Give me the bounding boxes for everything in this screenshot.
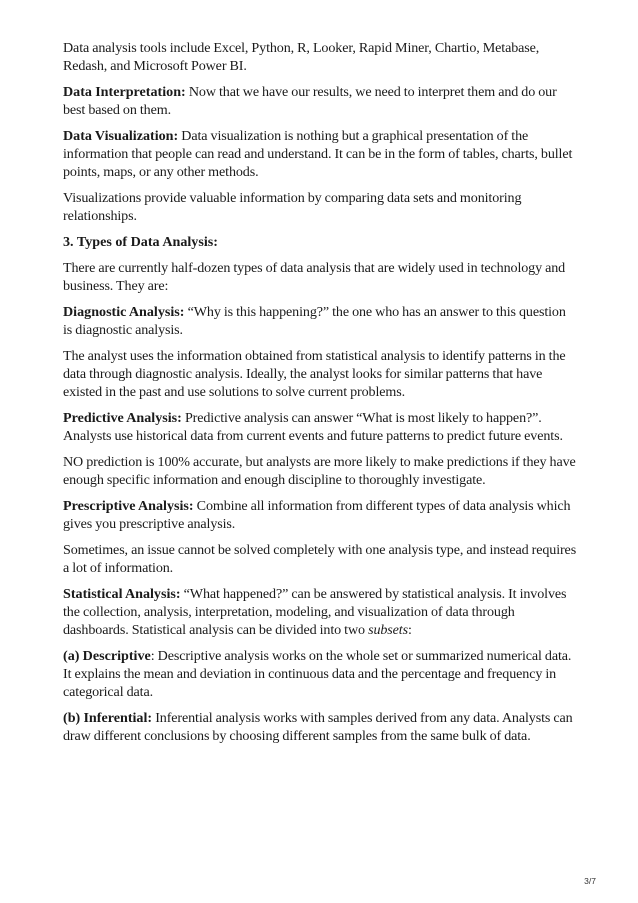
- paragraph-body: Combine all information from different types of data analysis which gives you prescriptive analysis.: [63, 498, 571, 532]
- document-page: [63, 39, 578, 753]
- paragraph-tools: [63, 39, 578, 75]
- paragraph-body: The analyst uses the information obtained from statistical analysis to identify patterns in the data through diagnostic analysis. Ideally, the analyst looks for similar patterns that have existed in the past and use solutions to solve current problems.: [63, 348, 566, 400]
- paragraph-prescriptive-analysis: [63, 497, 578, 533]
- paragraph-body: : Descriptive analysis works on the whole set or summarized numerical data. It explains the mean and deviation in continuous data and the percentage and frequency in categorical data.: [63, 648, 572, 700]
- section-heading: 3. Types of Data Analysis:: [63, 234, 218, 250]
- paragraph-lead: Prescriptive Analysis:: [63, 498, 194, 514]
- paragraph-types-intro: [63, 259, 578, 295]
- paragraph-inferential: [63, 709, 578, 745]
- paragraph-lead: Statistical Analysis:: [63, 586, 181, 602]
- paragraph-diagnostic-detail: [63, 347, 578, 401]
- paragraph-lead: (b) Inferential:: [63, 710, 153, 726]
- paragraph-body: “What happened?” can be answered by statistical analysis. It involves the collection, analysis, interpretation, modeling, and visualization of data through dashboards. Statistical analysis can be divided into two: [63, 586, 567, 638]
- paragraph-descriptive: [63, 647, 578, 701]
- paragraph-body: Inferential analysis works with samples derived from any data. Analysts can draw different conclusions by choosing different samples from the same bulk of data.: [63, 710, 573, 744]
- paragraph-tail: :: [407, 622, 412, 638]
- paragraph-lead: Data Interpretation:: [63, 84, 186, 100]
- paragraph-data-interpretation: [63, 83, 578, 119]
- paragraph-statistical-analysis: [63, 585, 578, 639]
- paragraph-body: Data analysis tools include Excel, Python, R, Looker, Rapid Miner, Chartio, Metabase, Redash, and Microsoft Power BI.: [63, 40, 540, 74]
- paragraph-body: Visualizations provide valuable information by comparing data sets and monitoring relationships.: [63, 190, 522, 224]
- paragraph-lead: Diagnostic Analysis:: [63, 304, 185, 320]
- paragraph-body: Data visualization is nothing but a graphical presentation of the information that people can read and understand. It can be in the form of tables, charts, bullet points, maps, or any other methods.: [63, 128, 573, 180]
- paragraph-lead: Data Visualization:: [63, 128, 179, 144]
- paragraph-predictive-analysis: [63, 409, 578, 445]
- paragraph-prediction-accuracy: [63, 453, 578, 489]
- subsets-emphasis: subsets: [368, 622, 408, 638]
- page-number: 3/7: [584, 876, 596, 886]
- paragraph-data-visualization: [63, 127, 578, 181]
- paragraph-visualizations-value: [63, 189, 578, 225]
- paragraph-lead: Predictive Analysis:: [63, 410, 182, 426]
- paragraph-body: “Why is this happening?” the one who has an answer to this question is diagnostic analysis.: [63, 304, 566, 338]
- paragraph-body: Predictive analysis can answer “What is most likely to happen?”. Analysts use historical data from current events and future patterns to predict future events.: [63, 410, 563, 444]
- paragraph-lead: (a) Descriptive: [63, 648, 151, 664]
- paragraph-diagnostic-analysis: [63, 303, 578, 339]
- paragraph-body: NO prediction is 100% accurate, but analysts are more likely to make predictions if they have enough specific information and enough discipline to thoroughly investigate.: [63, 454, 576, 488]
- paragraph-prescriptive-detail: [63, 541, 578, 577]
- paragraph-body: There are currently half-dozen types of data analysis that are widely used in technology and business. They are:: [63, 260, 566, 294]
- paragraph-body: Now that we have our results, we need to interpret them and do our best based on them.: [63, 84, 557, 118]
- paragraph-body: Sometimes, an issue cannot be solved completely with one analysis type, and instead requires a lot of information.: [63, 542, 577, 576]
